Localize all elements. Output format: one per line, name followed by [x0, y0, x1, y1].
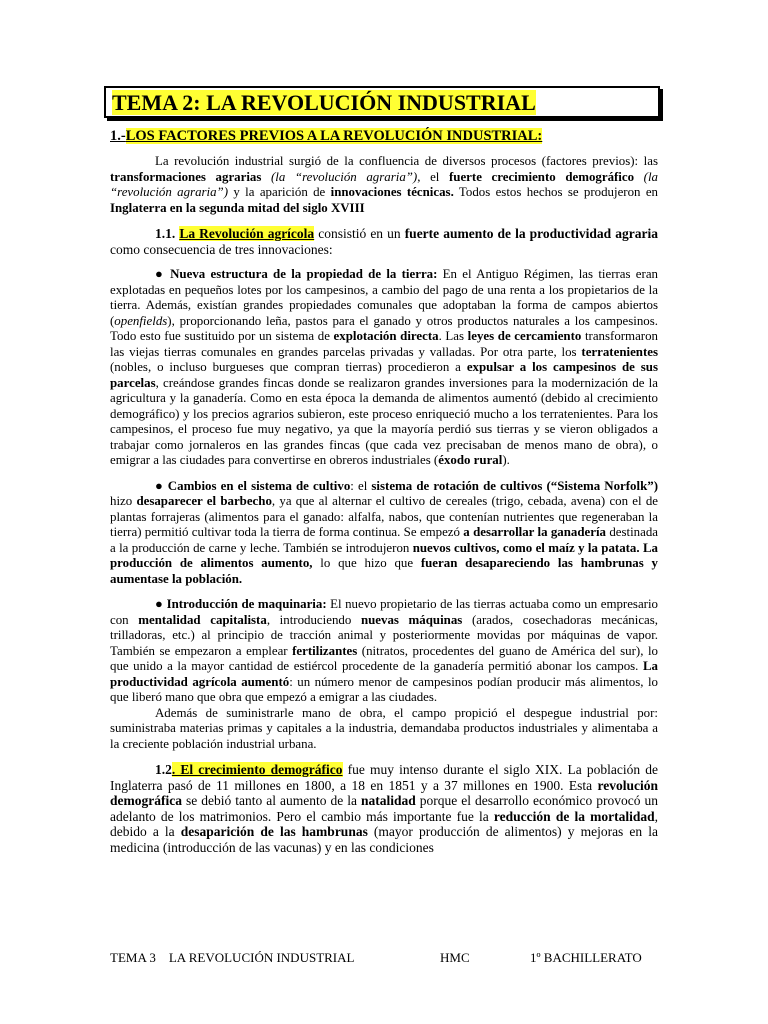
- section-number: 1.-: [110, 128, 126, 144]
- text-run: , el: [417, 169, 449, 184]
- subsection-title: . El crecimiento demográfico: [171, 762, 343, 777]
- text-run: a desarrollar la ganadería: [463, 525, 606, 539]
- text-run: y la aparición de: [228, 185, 331, 199]
- footer-right: 1º BACHILLERATO: [530, 950, 642, 965]
- title-highlight: TEMA 2: LA REVOLUCIÓN INDUSTRIAL: [112, 90, 536, 115]
- text-run: openfields: [114, 313, 168, 328]
- paragraph-maquinaria: [110, 597, 658, 706]
- text-run: natalidad: [360, 793, 416, 808]
- text-run: fueran desapareciendo las hambrunas y aumentase la población.: [110, 556, 658, 586]
- text-run: , creándose grandes fincas donde se realizaron grandes inversiones para la modernización de la agricultura y la ganadería. Como en esta época la demanda de alimentos aumentó (debido al crecimiento demográfico) y los precios agrarios subieron, este proceso enriqueció mucho a los terratenientes. Para los campesinos, el proceso fue muy negativo, ya que la mayoría perdió sus tierras y se vieron obligados a trabajar como jornaleros en las grandes fincas (que cada vez precisaban de menos mano de obra), o emigrar a las ciudades para convertirse en obreros industriales (: [110, 375, 658, 467]
- text-run: (arados, cosechadoras mecánicas, trilladoras, etc.) al principio de tracción animal y posteriormente movidas por máquinas de vapor. También se empezaron a emplear: [110, 612, 659, 658]
- subsection-title: La Revolución agrícola: [179, 226, 315, 241]
- text-run: (mayor producción de alimentos) y mejoras en la medicina (introducción de las vacunas) y en las condiciones: [110, 824, 658, 855]
- text-run: transformaron las viejas tierras comunales en grandes parcelas privadas y valladas. Por otra parte, los: [110, 329, 658, 359]
- text-run: lo que hizo que: [312, 556, 421, 570]
- text-run: : un número menor de campesinos podían producir más alimentos, lo que liberó mano que obra que empezó a emigrar a las ciudades.: [110, 674, 658, 704]
- text-run: fue muy intenso durante el siglo XIX. La población de Inglaterra pasó de 11 millones en 1800, a 18 en 1851 y a 37 millones en 1900. Esta: [110, 762, 658, 793]
- section-title: LOS FACTORES PREVIOS A LA REVOLUCIÓN INDUSTRIAL:: [125, 128, 543, 144]
- text-run: El nuevo propietario de las tierras actuaba como un empresario con: [110, 597, 658, 627]
- bullet-heading: ● Nueva estructura de la propiedad de la tierra:: [155, 267, 438, 281]
- text-run: innovaciones técnicas.: [330, 185, 454, 199]
- text-run: ), proporcionando leña, pastos para el ganado y otros productos naturales a los campesinos. Todo esto fue sustituido por un sistema de: [110, 313, 658, 343]
- text-run: hizo: [110, 494, 137, 508]
- text-run: 1.1.: [155, 226, 180, 241]
- title-box: [104, 86, 660, 118]
- paragraph-cultivo: [110, 479, 658, 588]
- page-title: [112, 90, 536, 116]
- text-run: . Las: [438, 329, 468, 343]
- body-text: [110, 154, 658, 865]
- intro-paragraph: [110, 154, 658, 216]
- text-run: Inglaterra en la segunda mitad del siglo XVIII: [110, 200, 365, 215]
- footer-left: TEMA 3 LA REVOLUCIÓN INDUSTRIAL: [110, 950, 355, 965]
- text-run: (nobles, o incluso burgueses que compran tierras) procedieron a: [110, 360, 467, 374]
- text-run: éxodo rural: [438, 453, 503, 467]
- text-run: explotación directa: [333, 329, 439, 343]
- text-run: desaparecer el barbecho: [136, 494, 272, 508]
- text-run: nuevos cultivos, como el maíz y la patata. La producción de alimentos aumento,: [110, 540, 658, 570]
- text-run: : el: [350, 478, 372, 493]
- text-run: destinada a la producción de carne y leche. También se introdujeron: [110, 525, 659, 555]
- text-run: , debido a la: [110, 808, 658, 839]
- text-run: desaparición de las hambrunas: [180, 824, 368, 839]
- text-run: reducción de la mortalidad: [493, 808, 655, 824]
- text-run: terratenientes: [581, 344, 658, 359]
- bullet-heading: ● Cambios en el sistema de cultivo: [155, 478, 351, 493]
- paragraph-estructura: [110, 267, 658, 469]
- text-run: revolución demográfica: [110, 777, 658, 808]
- text-run: ).: [502, 453, 510, 467]
- text-run: consistió en un: [314, 226, 405, 241]
- text-run: nuevas máquinas: [360, 612, 463, 627]
- text-run: expulsar a los campesinos de sus parcelas: [110, 360, 658, 390]
- page-footer: [110, 950, 670, 970]
- text-run: como consecuencia de tres innovaciones:: [110, 241, 333, 257]
- text-run: fertilizantes: [292, 643, 358, 658]
- text-run: mentalidad capitalista: [138, 612, 267, 627]
- text-run: , introduciendo: [266, 612, 361, 627]
- text-run: En el Antiguo Régimen, las tierras eran explotadas en pequeños lotes por los campesinos, a cambio del pago de una renta a los propietarios de la tierra. Además, existían grandes propiedades comunales que adoptaban la forma de campos abiertos (: [110, 267, 658, 328]
- text-run: (nitratos, procedentes del guano de América del sur), lo que unido a la mayor cantidad de estiércol procedente de la ganadería permitió abonar los campos.: [110, 643, 658, 673]
- text-run: leyes de cercamiento: [467, 329, 582, 343]
- text-run: transformaciones agrarias: [110, 169, 262, 184]
- text-run: Todos estos hechos se produjeron en: [453, 185, 659, 199]
- text-run: sistema de rotación de cultivos (“Sistema Norfolk”): [371, 478, 658, 493]
- section-heading: [110, 128, 542, 145]
- text-run: (la “revolución agraria”): [261, 169, 418, 184]
- text-run: La productividad agrícola aumentó: [110, 659, 658, 689]
- bullet-heading: ● Introducción de maquinaria:: [155, 597, 327, 611]
- text-run: fuerte crecimiento demográfico: [449, 169, 635, 184]
- subsection-1-2: [110, 762, 658, 855]
- text-run: porque el desarrollo económico provocó un adelanto de los matrimonios. Pero el cambio más importante fue la: [110, 793, 658, 824]
- text-run: La revolución industrial surgió de la confluencia de diversos procesos (factores previos): las: [155, 154, 658, 168]
- text-run: 1.2: [155, 762, 172, 777]
- text-run: , ya que al alternar el cultivo de cereales (trigo, cebada, avena) con el de plantas forrajeras (alimentos para el ganado: alfalfa, nabos, que contenían nutrientes que regeneraban la tierra) permitió cultivar toda la tierra de forma continua. Se empezó: [110, 494, 659, 539]
- text-run: fuerte aumento de la productividad agraria: [404, 226, 658, 241]
- footer-mid: HMC: [440, 950, 470, 965]
- text-run: se debió tanto al aumento de la: [181, 793, 361, 808]
- subsection-1-1: [110, 226, 658, 257]
- paragraph-ademas: Además de suministrarle mano de obra, el campo propició el despegue industrial por: suministraba materias primas y capitales a la industria, demandaba productos industriales y alimentaba a la creciente población industrial urbana.: [110, 705, 658, 751]
- text-run: (la “revolución agraria”): [110, 169, 658, 199]
